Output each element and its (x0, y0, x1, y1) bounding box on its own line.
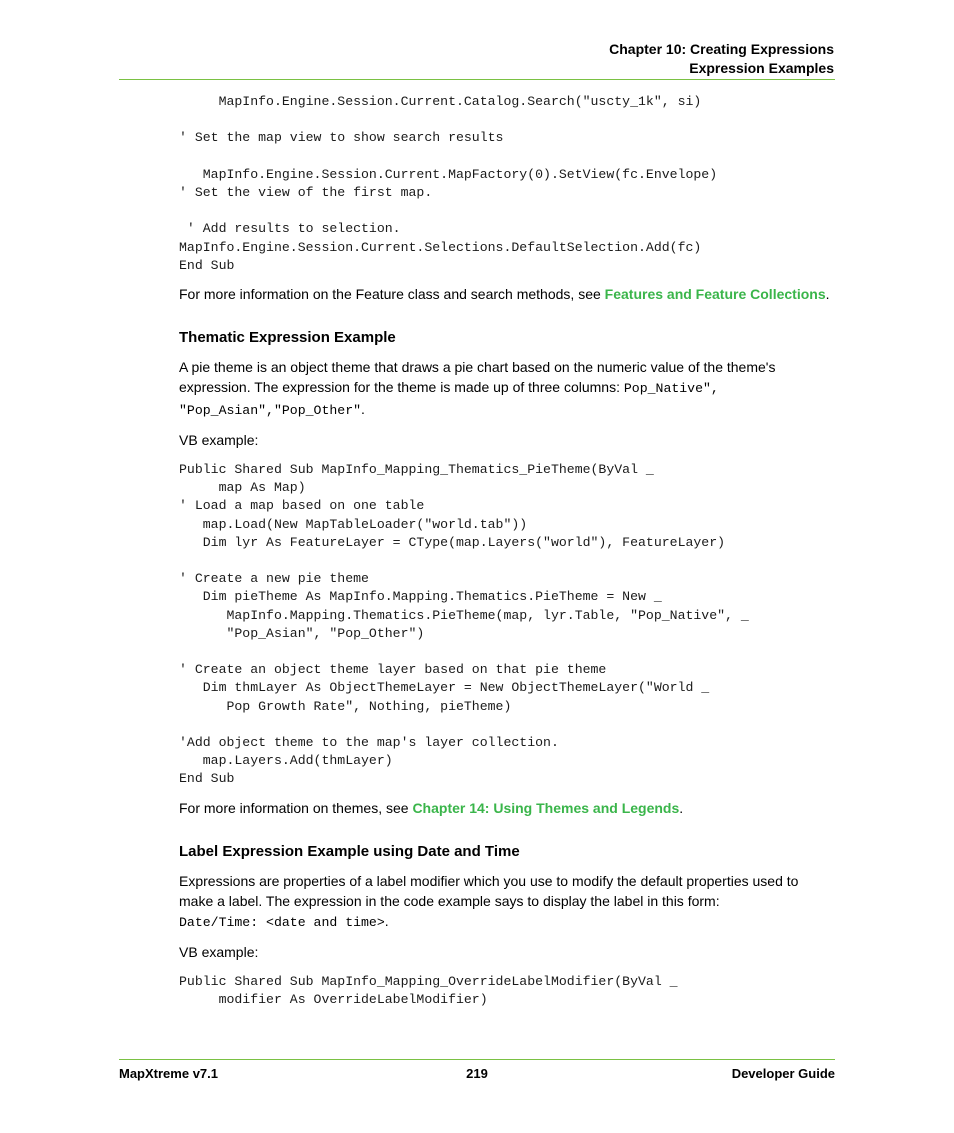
page-body (179, 93, 835, 1009)
heading-thematic-expression: Thematic Expression Example (179, 329, 396, 347)
footer-rule (119, 1059, 835, 1060)
link-chapter-14[interactable]: Chapter 14: Using Themes and Legends (412, 799, 680, 816)
vb-example-label: VB example: (179, 943, 259, 960)
paragraph-feature-info: For more information on the Feature class and search methods, see Features and Feature Collections. (179, 286, 830, 303)
section-title: Expression Examples (689, 60, 834, 76)
link-features-collections[interactable]: Features and Feature Collections (604, 286, 826, 303)
footer-guide: Developer Guide (731, 1066, 835, 1081)
inline-code-datetime: Date/Time: <date and time> (179, 914, 385, 930)
paragraph-pie-theme: A pie theme is an object theme that draws a pie chart based on the numeric value of the theme's expression. The expression for the theme is made up of three columns: Pop_Native", "Pop_Asian","Pop_Other". (179, 359, 776, 419)
code-block-pie-theme: Public Shared Sub MapInfo_Mapping_Thematics_PieTheme(ByVal _ map As Map) ' Load a map based on one table map.Load(New MapTableLoader("world.tab")) Dim lyr As FeatureLayer = CType(map.Layers("world"), FeatureLayer) ' Create a new pie theme Dim pieTheme As MapInfo.Mapping.Thematics.PieTheme = New _ MapInfo.Mapping.Thematics.PieTheme(map, lyr.Table, "Pop_Native", _ "Pop_Asian", "Pop_Other") ' Create an object theme layer based on that pie theme Dim thmLayer As ObjectThemeLayer = New ObjectThemeLayer("World _ Pop Growth Rate", Nothing, pieTheme) 'Add object theme to the map's layer collection. map.Layers.Add(thmLayer) End Sub (179, 462, 749, 787)
vb-example-label: VB example: (179, 432, 259, 449)
paragraph-themes-info: For more information on themes, see Chapter 14: Using Themes and Legends. (179, 799, 684, 816)
heading-label-expression: Label Expression Example using Date and Time (179, 842, 520, 860)
header-rule (119, 79, 835, 80)
inline-code-columns: Pop_Native", "Pop_Asian","Pop_Other" (179, 381, 719, 419)
code-block-search: MapInfo.Engine.Session.Current.Catalog.Search("uscty_1k", si) ' Set the map view to show search results MapInfo.Engine.Session.Current.MapFactory(0).SetView(fc.Envelope) ' Set the view of the first map. ' Add results to selection. MapInfo.Engine.Session.Current.Selections.DefaultSelection.Add(fc) End Sub (179, 94, 718, 273)
page-number: 219 (466, 1066, 488, 1081)
footer-product: MapXtreme v7.1 (119, 1066, 218, 1081)
chapter-title: Chapter 10: Creating Expressions (609, 41, 834, 57)
paragraph-label-modifier: Expressions are properties of a label modifier which you use to modify the default properties used to make a label. The expression in the code example says to display the label in this form: Date/Time: <date and time>. (179, 872, 799, 930)
page-header (609, 40, 834, 78)
code-block-label-modifier: Public Shared Sub MapInfo_Mapping_OverrideLabelModifier(ByVal _ modifier As OverrideLabelModifier) (179, 973, 678, 1007)
